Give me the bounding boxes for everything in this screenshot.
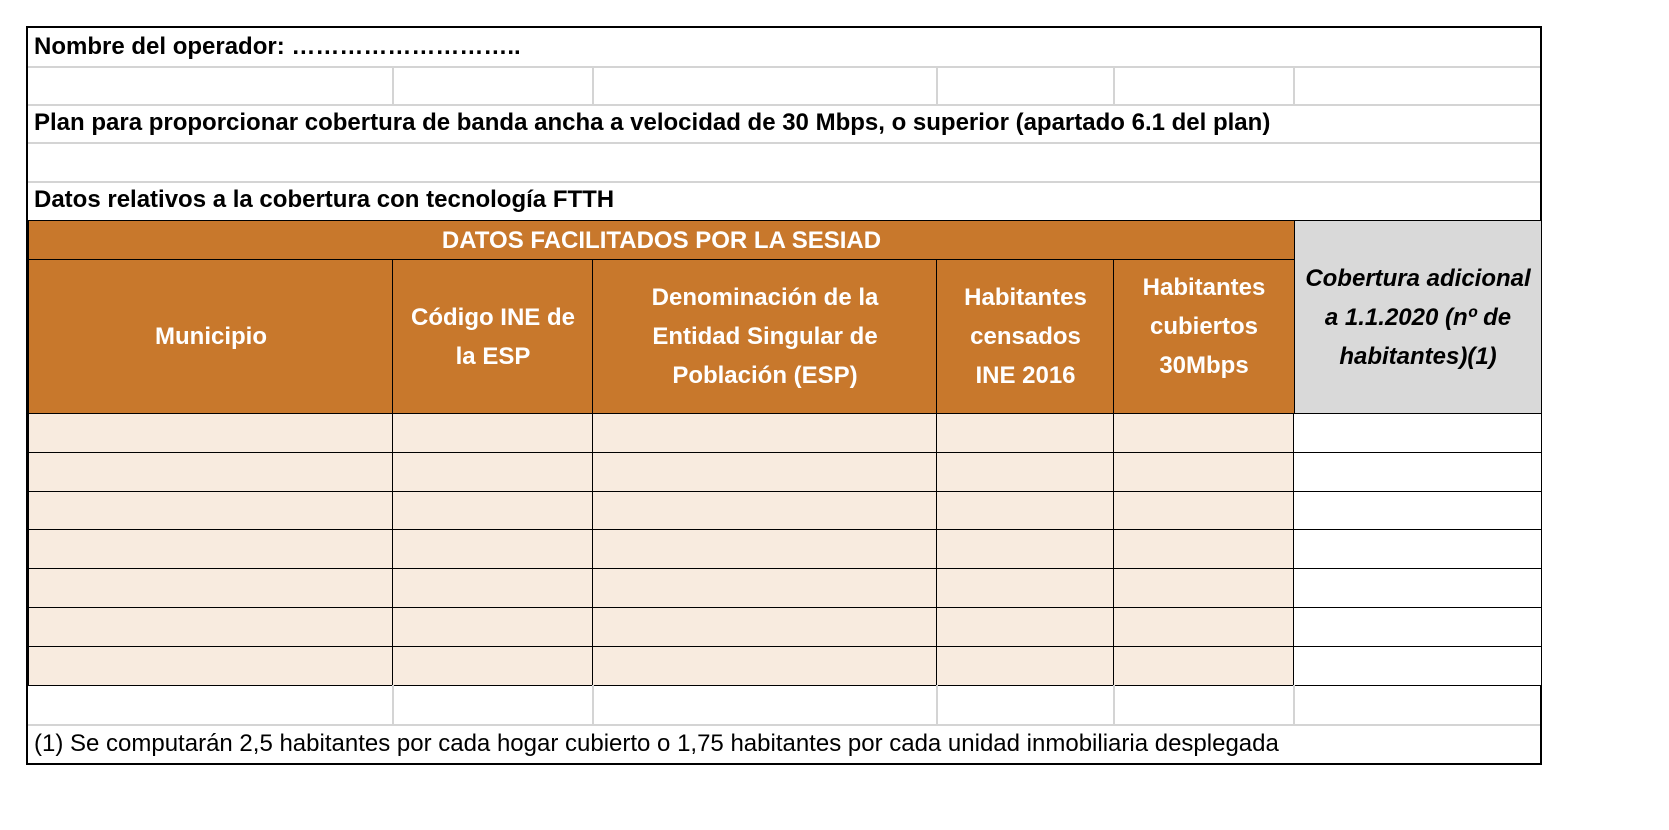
cell-denominacion[interactable]: [592, 568, 938, 608]
cell-habitantes-cubiertos[interactable]: [1113, 607, 1295, 647]
cell-municipio[interactable]: [28, 452, 394, 492]
cell-habitantes-censados[interactable]: [936, 646, 1115, 686]
cell-habitantes-censados[interactable]: [936, 529, 1115, 569]
cell-municipio[interactable]: [28, 413, 394, 453]
cell-habitantes-cubiertos[interactable]: [1113, 452, 1295, 492]
cell-codigo-ine[interactable]: [392, 529, 594, 569]
cell-habitantes-cubiertos[interactable]: [1113, 413, 1295, 453]
cell-denominacion[interactable]: [592, 607, 938, 647]
cell-habitantes-cubiertos[interactable]: [1113, 529, 1295, 569]
cell-habitantes-censados[interactable]: [936, 452, 1115, 492]
cell-denominacion[interactable]: [592, 413, 938, 453]
cell-municipio[interactable]: [28, 568, 394, 608]
cell-codigo-ine[interactable]: [392, 491, 594, 531]
cell-codigo-ine[interactable]: [392, 413, 594, 453]
plan-title: Plan para proporcionar cobertura de banda ancha a velocidad de 30 Mbps, o superior (apartado 6.1 del plan): [34, 109, 1271, 136]
cell-cobertura-adicional[interactable]: [1293, 413, 1542, 453]
cell-municipio[interactable]: [28, 646, 394, 686]
header-denominacion-esp: Denominación de la Entidad Singular de Población (ESP): [592, 259, 938, 414]
cell-municipio[interactable]: [28, 607, 394, 647]
cell-cobertura-adicional[interactable]: [1293, 568, 1542, 608]
cell-cobertura-adicional[interactable]: [1293, 529, 1542, 569]
cell-habitantes-censados[interactable]: [936, 491, 1115, 531]
spreadsheet-form: [26, 26, 1542, 765]
cell-cobertura-adicional[interactable]: [1293, 452, 1542, 492]
cell-denominacion[interactable]: [592, 529, 938, 569]
cell-municipio[interactable]: [28, 529, 394, 569]
cell-habitantes-cubiertos[interactable]: [1113, 568, 1295, 608]
cell-denominacion[interactable]: [592, 452, 938, 492]
footnote: (1) Se computarán 2,5 habitantes por cada hogar cubierto o 1,75 habitantes por cada unidad inmobiliaria desplegada: [34, 730, 1279, 757]
cell-codigo-ine[interactable]: [392, 646, 594, 686]
cell-denominacion[interactable]: [592, 646, 938, 686]
operator-name-label: Nombre del operador: ………………………..: [34, 33, 521, 60]
cell-cobertura-adicional[interactable]: [1293, 607, 1542, 647]
cell-habitantes-cubiertos[interactable]: [1113, 491, 1295, 531]
header-habitantes-cubiertos: Habitantes cubiertos 30Mbps: [1113, 259, 1295, 414]
cell-codigo-ine[interactable]: [392, 607, 594, 647]
header-municipio: Municipio: [28, 259, 394, 414]
cell-codigo-ine[interactable]: [392, 452, 594, 492]
group-header-sesiad: DATOS FACILITADOS POR LA SESIAD: [28, 220, 1295, 260]
header-codigo-ine: Código INE de la ESP: [392, 259, 594, 414]
cell-habitantes-censados[interactable]: [936, 607, 1115, 647]
cell-cobertura-adicional[interactable]: [1293, 491, 1542, 531]
header-habitantes-censados: Habitantes censados INE 2016: [936, 259, 1115, 414]
cell-habitantes-cubiertos[interactable]: [1113, 646, 1295, 686]
header-cobertura-adicional: Cobertura adicional a 1.1.2020 (nº de habitantes)(1): [1294, 220, 1542, 414]
cell-codigo-ine[interactable]: [392, 568, 594, 608]
cell-habitantes-censados[interactable]: [936, 568, 1115, 608]
cell-cobertura-adicional[interactable]: [1293, 646, 1542, 686]
cell-municipio[interactable]: [28, 491, 394, 531]
cell-habitantes-censados[interactable]: [936, 413, 1115, 453]
ftth-section-title: Datos relativos a la cobertura con tecnología FTTH: [34, 186, 615, 213]
cell-denominacion[interactable]: [592, 491, 938, 531]
